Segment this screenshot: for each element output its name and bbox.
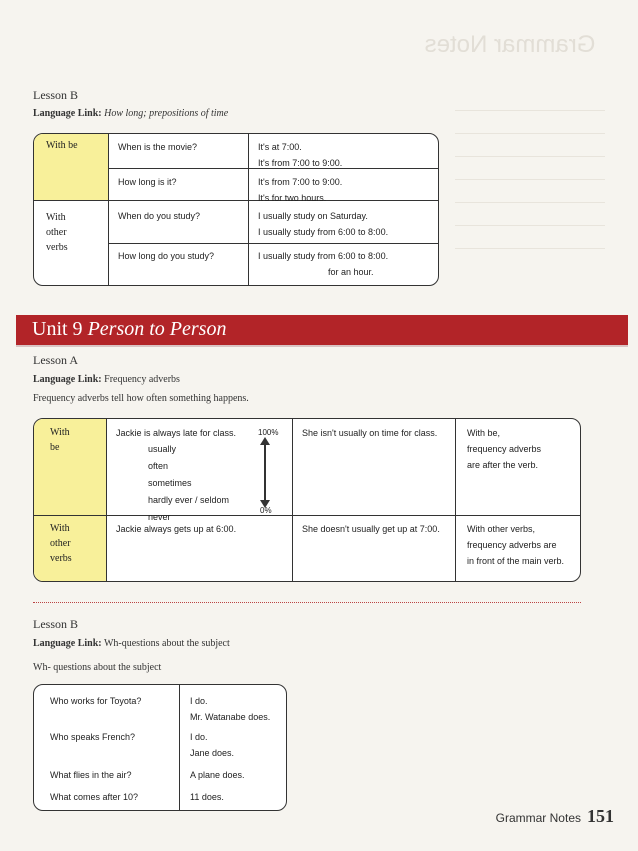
with-be-label: With be (50, 427, 70, 453)
page-number: 151 (587, 806, 614, 826)
list-item: hardly ever / seldom (148, 495, 230, 505)
wh-questions-table (33, 684, 287, 811)
lesson-a-heading: Lesson A (33, 353, 78, 367)
list-item: often (148, 461, 169, 471)
unit-rule (16, 345, 628, 347)
language-link-lesson-a (33, 374, 180, 385)
table-row-question: When is the movie? (118, 142, 198, 152)
note-verb: With other verbs, frequency adverbs are in front of the main verb. (467, 524, 565, 566)
with-other-verbs-label: With other verbs (46, 212, 68, 253)
section-divider (33, 602, 581, 603)
table-row-answer: I do. Jane does. (190, 732, 235, 758)
language-link-label: Language Link: (33, 374, 102, 385)
table-row-question: Who speaks French? (50, 732, 136, 742)
table-row-question: What comes after 10? (50, 792, 139, 802)
lesson-b-heading-2: Lesson B (33, 617, 78, 631)
frequency-adverbs-table (33, 418, 581, 582)
table-row-answer: It's from 7:00 to 9:00. It's for two hours. (258, 177, 343, 203)
unit-label: Unit 9 (32, 318, 83, 340)
with-other-verbs-label: With other verbs (50, 523, 72, 564)
table-row-question: How long do you study? (118, 251, 215, 261)
list-item: usually (148, 444, 177, 454)
negative-be: She isn't usually on time for class. (302, 428, 438, 438)
table-row-answer: It's at 7:00. It's from 7:00 to 9:00. (258, 142, 343, 168)
unit-title: Person to Person (87, 318, 227, 340)
language-link-topic: Wh-questions about the subject (103, 638, 230, 649)
table-row-question: When do you study? (118, 211, 201, 221)
wh-subhead: Wh- questions about the subject (33, 662, 162, 673)
language-link-topic: Frequency adverbs (104, 374, 180, 385)
table-row-question: What flies in the air? (50, 770, 132, 780)
footer-label: Grammar Notes (495, 811, 581, 825)
table-row-question: Who works for Toyota? (50, 696, 142, 706)
frequency-arrow (264, 443, 266, 503)
with-be-label: With be (46, 140, 78, 151)
frequency-intro: Frequency adverbs tell how often something happens. (33, 393, 249, 404)
language-link-label: Language Link: (33, 638, 102, 649)
lesson-b-heading: Lesson B (33, 88, 78, 102)
adverb-list (148, 441, 229, 526)
prepositions-table (33, 133, 439, 286)
pct-bottom: 0% (260, 506, 272, 515)
arrow-down-icon (260, 500, 270, 508)
table-row-answer: I usually study on Saturday. I usually study from 6:00 to 8:00. (258, 211, 389, 237)
language-link-lesson-b-2 (33, 638, 230, 649)
list-item: sometimes (148, 478, 192, 488)
example-be: Jackie is always late for class. (116, 428, 237, 438)
pct-top: 100% (258, 428, 279, 437)
table-row-answer: A plane does. (190, 770, 245, 780)
table-row-question: How long is it? (118, 177, 177, 187)
language-link-topic: How long; prepositions of time (104, 108, 229, 119)
language-link-label: Language Link: (33, 108, 102, 119)
ghost-page-header: Grammar Notes (424, 31, 596, 58)
table-row-answer: I usually study from 6:00 to 8:00. for an hour. (258, 251, 389, 277)
ghost-lines (455, 110, 605, 271)
negative-verb: She doesn't usually get up at 7:00. (302, 524, 440, 534)
language-link-lesson-b (33, 108, 228, 119)
table-row-answer: 11 does. (190, 792, 224, 802)
unit-banner (16, 315, 628, 345)
table-row-answer: I do. Mr. Watanabe does. (190, 696, 271, 722)
note-be: With be, frequency adverbs are after the verb. (467, 428, 542, 470)
page-footer (496, 806, 614, 827)
list-item: never (148, 512, 171, 522)
example-verb: Jackie always gets up at 6:00. (116, 524, 237, 534)
